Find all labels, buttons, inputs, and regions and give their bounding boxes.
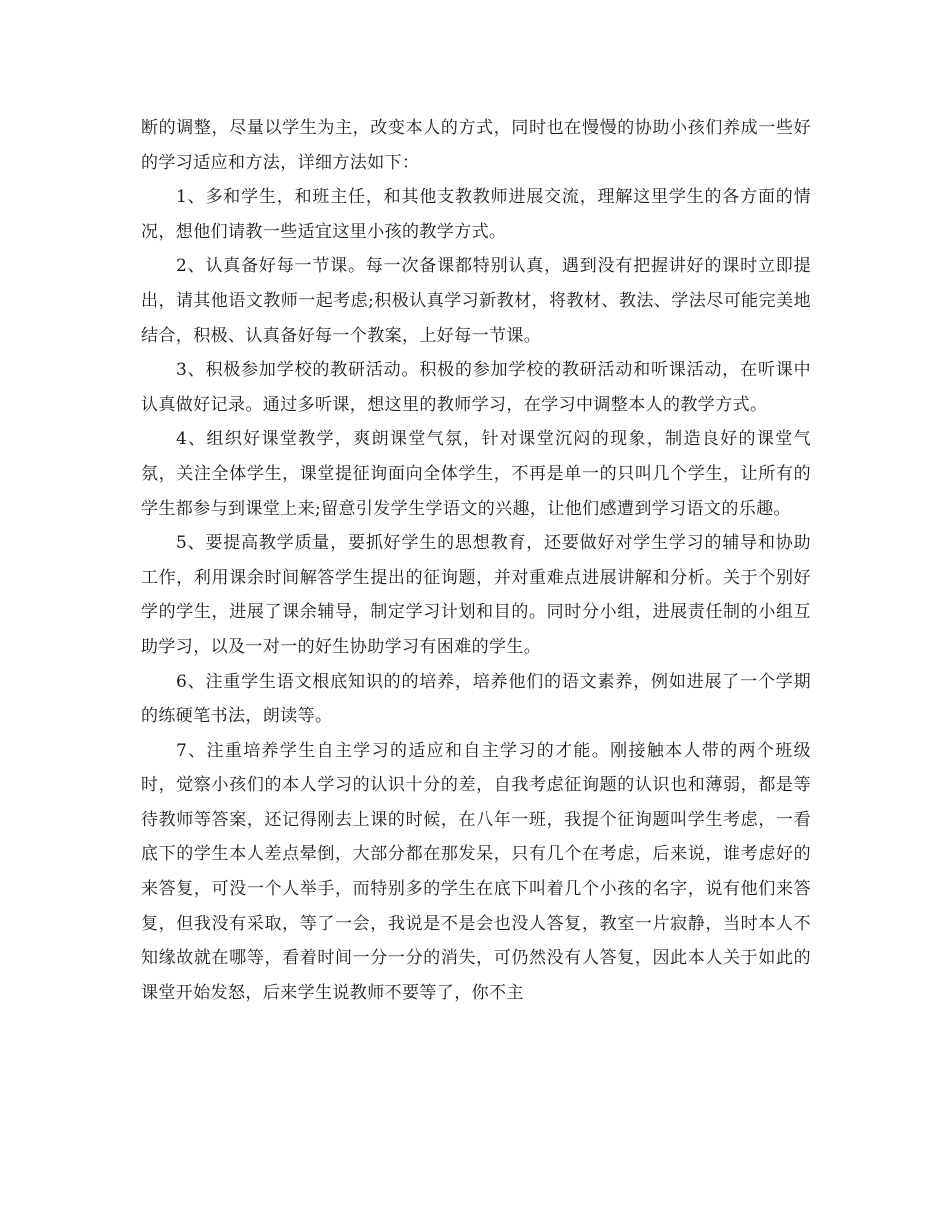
paragraph-continuation: 断的调整，尽量以学生为主，改变本人的方式，同时也在慢慢的协助小孩们养成一些好的学习适应和方法，详细方法如下： xyxy=(141,118,811,173)
paragraph-item-1: 1、多和学生，和班主任，和其他支教教师进展交流，理解这里学生的各方面的情况，想他们请教一些适宜这里小孩的教学方式。 xyxy=(141,187,811,242)
paragraph-item-5: 5、要提高教学质量，要抓好学生的思想教育，还要做好对学生学习的辅导和协助工作，利用课余时间解答学生提出的征询题，并对重难点进展讲解和分析。关于个别好学的学生，进展了课余辅导，制定学习计划和目的。同时分小组，进展责任制的小组互助学习，以及一对一的好生协助学习有困难的学生。 xyxy=(141,533,811,657)
paragraph-item-7: 7、注重培养学生自主学习的适应和自主学习的才能。刚接触本人带的两个班级时，觉察小孩们的本人学习的认识十分的差，自我考虑征询题的认识也和薄弱，都是等待教师等答案，还记得刚去上课的时候，在八年一班，我提个征询题叫学生考虑，一看底下的学生本人差点晕倒，大部分都在那发呆，只有几个在考虑，后来说，谁考虑好的来答复，可没一个人举手，而特别多的学生在底下叫着几个小孩的名字，说有他们来答复，但我没有采取，等了一会，我说是不是会也没人答复，教室一片寂静，当时本人不知缘故就在哪等，看着时间一分一分的消失，可仍然没有人答复，因此本人关于如此的课堂开始发怒，后来学生说教师不要等了，你不主 xyxy=(141,740,811,1003)
paragraph-item-4: 4、组织好课堂教学，爽朗课堂气氛，针对课堂沉闷的现象，制造良好的课堂气氛，关注全体学生，课堂提征询面向全体学生，不再是单一的只叫几个学生，让所有的学生都参与到课堂上来;留意引发学生学语文的兴趣，让他们感遭到学习语文的乐趣。 xyxy=(141,429,811,519)
document-body xyxy=(141,111,811,1010)
paragraph-item-3: 3、积极参加学校的教研活动。积极的参加学校的教研活动和听课活动，在听课中认真做好记录。通过多听课，想这里的教师学习，在学习中调整本人的教学方式。 xyxy=(141,360,811,415)
paragraph-item-6: 6、注重学生语文根底知识的的培养，培养他们的语文素养，例如进展了一个学期的练硬笔书法，朗读等。 xyxy=(141,671,811,727)
paragraph-item-2: 2、认真备好每一节课。每一次备课都特别认真，遇到没有把握讲好的课时立即提出，请其他语文教师一起考虑;积极认真学习新教材，将教材、教法、学法尽可能完美地结合，积极、认真备好每一个教案，上好每一节课。 xyxy=(141,256,811,346)
